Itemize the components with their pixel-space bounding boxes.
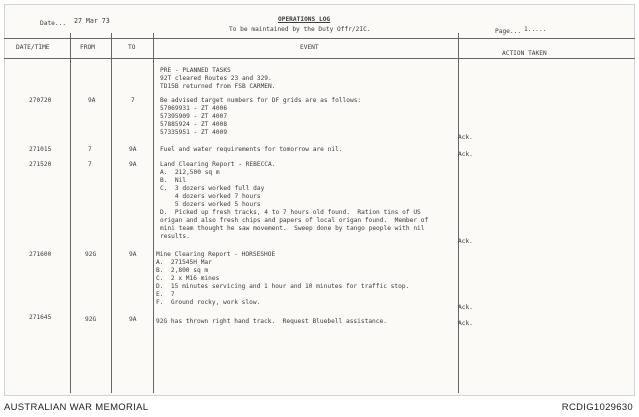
col-divider-event xyxy=(153,33,154,393)
entry-line: 57885924 - ZT 4008 xyxy=(160,121,228,128)
preamble-line-2: TD15B returned from FSB CARMEN. xyxy=(160,83,276,90)
entry-line: E. 7 xyxy=(156,291,175,298)
entry-datetime: 271520 xyxy=(29,161,52,168)
entry-line: 5 dozers worked 5 hours xyxy=(160,201,261,208)
page-value: 1..... xyxy=(524,26,547,33)
entry-datetime: 271600 xyxy=(29,251,52,258)
entry-to: 9A xyxy=(129,146,137,153)
entry-to: 7 xyxy=(131,97,135,104)
entry-line: A. 212,500 sq m xyxy=(160,169,220,176)
entry-line: D. 15 minutes servicing and 1 hour and 10 minutes for traffic stop. xyxy=(156,283,410,290)
entry-line: 4 dozers worked 7 hours xyxy=(160,193,261,200)
entry-action: Ack. xyxy=(458,134,473,141)
entry-datetime: 270720 xyxy=(29,97,52,104)
entry-line: B. 2,800 sq m xyxy=(156,267,209,274)
entry-line: B. Nil xyxy=(160,177,187,184)
entry-line: C. 3 dozers worked full day xyxy=(160,185,265,192)
entry-datetime: 271645 xyxy=(29,314,52,321)
header-bottom-rule xyxy=(4,58,635,59)
entry-from: 7 xyxy=(88,146,92,153)
log-subtitle: To be maintained by the Duty Offr/2IC. xyxy=(229,26,371,33)
preamble-line-0: PRE - PLANNED TASKS xyxy=(160,67,231,74)
entry-line: 57395909 - ZT 4007 xyxy=(160,113,228,120)
col-header-action: ACTION TAKEN xyxy=(502,50,547,57)
col-divider-to xyxy=(111,33,112,393)
entry-from: 7 xyxy=(88,161,92,168)
col-header-to: TO xyxy=(128,44,136,51)
entry-line: 57069931 - ZT 4006 xyxy=(160,105,228,112)
entry-line: A. 271545H Mar xyxy=(156,259,212,266)
entry-datetime: 271015 xyxy=(29,146,52,153)
entry-line: origan and also fresh chips and papers of local origan found. Member of xyxy=(160,217,429,224)
entry-line: 92G has thrown right hand track. Request Bluebell assistance. xyxy=(156,318,387,325)
col-header-datetime: DATE/TIME xyxy=(16,44,50,51)
col-divider-action xyxy=(458,33,459,393)
date-value: 27 Mar 73 xyxy=(74,17,110,25)
page-label: Page... xyxy=(495,28,522,35)
entry-to: 9A xyxy=(129,251,137,258)
entry-from: 9A xyxy=(88,97,96,104)
entry-line: Fuel and water requirements for tomorrow are nil. xyxy=(160,146,343,153)
entry-action: Ack. xyxy=(458,320,473,327)
entry-line: Mine Clearing Report - HORSESHOE xyxy=(156,251,276,258)
entry-line: Be advised target numbers for DF grids are as follows: xyxy=(160,97,362,104)
archive-name: AUSTRALIAN WAR MEMORIAL xyxy=(4,402,149,413)
entry-to: 9A xyxy=(129,161,137,168)
header-top-rule xyxy=(4,38,635,39)
entry-to: 9A xyxy=(129,316,137,323)
archive-footer xyxy=(0,398,639,417)
entry-line: mini team thought he saw movement. Sweep done by tango people with nil xyxy=(160,225,425,232)
col-header-from: FROM xyxy=(80,44,95,51)
col-divider-from xyxy=(70,33,71,393)
entry-from: 92G xyxy=(85,316,97,323)
archive-reference: RCDIG1029630 xyxy=(561,402,633,413)
col-header-event: EVENT xyxy=(300,44,319,51)
date-label: Date... xyxy=(40,20,67,27)
entry-line: results. xyxy=(160,233,190,240)
entry-action: Ack. xyxy=(458,304,473,311)
preamble-line-1: 92T cleared Routes 23 and 329. xyxy=(160,75,272,82)
entry-action: Ack. xyxy=(458,151,473,158)
log-sheet xyxy=(4,4,635,396)
entry-from: 92G xyxy=(85,251,97,258)
entry-line: 57335951 - ZT 4009 xyxy=(160,129,228,136)
entry-action: Ack. xyxy=(458,238,473,245)
entry-line: F. Ground rocky, work slow. xyxy=(156,299,261,306)
entry-line: C. 2 x M16 mines xyxy=(156,275,220,282)
entry-line: D. Picked up fresh tracks, 4 to 7 hours old found. Ration tins of US xyxy=(160,209,421,216)
entry-line: Land Clearing Report - REBECCA. xyxy=(160,161,276,168)
log-title: OPERATIONS LOG xyxy=(278,16,331,23)
